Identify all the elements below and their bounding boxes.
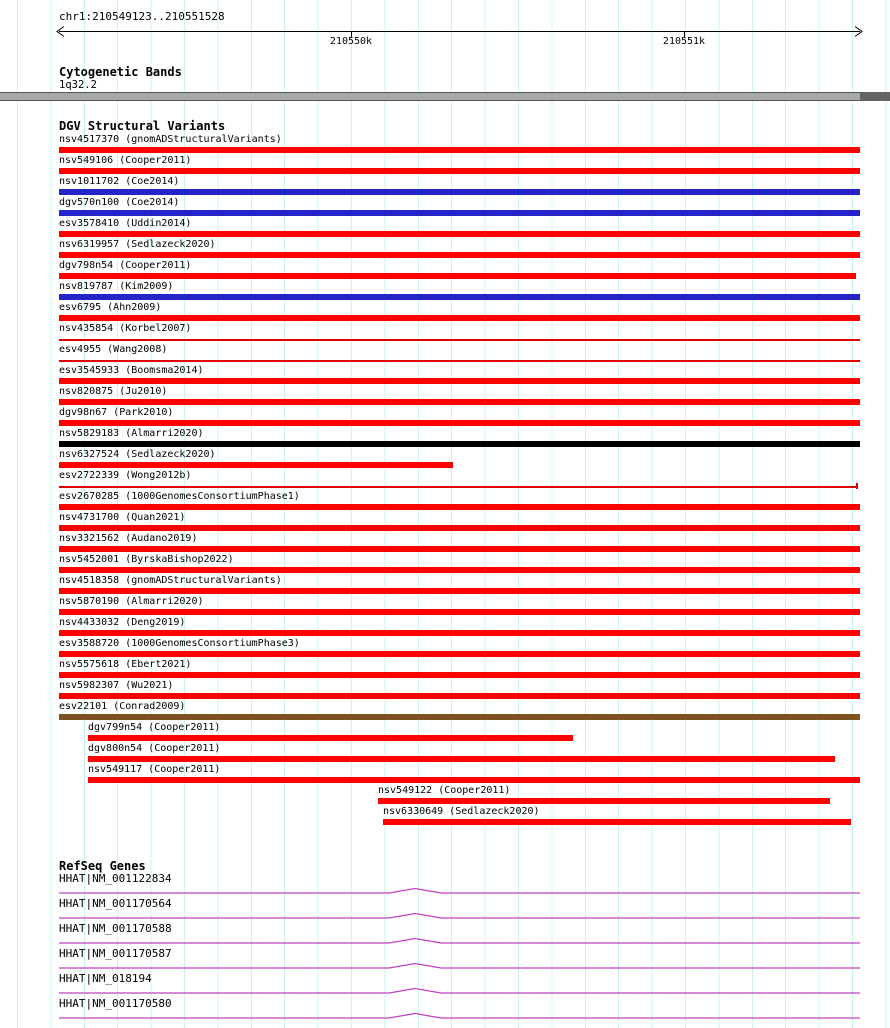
variant-bar[interactable] [59,378,860,384]
variant-bar[interactable] [59,651,860,657]
variant-label[interactable]: dgv800n54 (Cooper2011) [88,743,221,754]
refseq-track-title: RefSeq Genes [59,859,146,873]
variant-label[interactable]: nsv4518358 (gnomADStructuralVariants) [59,575,282,586]
cytoband-bar[interactable] [0,92,890,101]
variant-bar[interactable] [59,294,860,300]
gene-label[interactable]: HHAT|NM_001170564 [59,897,172,910]
variant-label[interactable]: nsv549106 (Cooper2011) [59,155,192,166]
variant-end-tick [856,483,858,489]
variant-bar[interactable] [59,399,860,405]
variant-bar[interactable] [383,819,851,825]
variant-bar[interactable] [59,672,860,678]
variant-bar[interactable] [59,714,860,720]
region-title: chr1:210549123..210551528 [59,10,225,23]
cytogenetic-bands-title: Cytogenetic Bands [59,65,182,79]
variant-label[interactable]: nsv1011702 (Coe2014) [59,176,180,187]
variant-bar[interactable] [59,168,860,174]
ruler-arrow-right-icon [853,25,864,38]
variant-bar[interactable] [59,693,860,699]
variant-bar[interactable] [59,441,860,447]
variant-label[interactable]: nsv5982307 (Wu2021) [59,680,174,691]
variant-label[interactable]: nsv819787 (Kim2009) [59,281,174,292]
variant-label[interactable]: nsv5829183 (Almarri2020) [59,428,204,439]
variant-label[interactable]: esv2670285 (1000GenomesConsortiumPhase1) [59,491,300,502]
variant-bar[interactable] [88,777,860,783]
variant-label[interactable]: nsv6327524 (Sedlazeck2020) [59,449,216,460]
variant-bar[interactable] [59,588,860,594]
variant-bar[interactable] [88,756,835,762]
variant-label[interactable]: nsv5575618 (Ebert2021) [59,659,192,670]
variant-label[interactable]: nsv435854 (Korbel2007) [59,323,192,334]
dgv-track-title: DGV Structural Variants [59,119,226,133]
variant-bar[interactable] [59,231,860,237]
variant-label[interactable]: nsv4731700 (Quan2021) [59,512,186,523]
variant-bar[interactable] [59,210,860,216]
variant-label[interactable]: dgv570n100 (Coe2014) [59,197,180,208]
variant-label[interactable]: nsv820875 (Ju2010) [59,386,168,397]
variant-label[interactable]: esv22101 (Conrad2009) [59,701,186,712]
variant-label[interactable]: dgv798n54 (Cooper2011) [59,260,192,271]
variant-label[interactable]: nsv6330649 (Sedlazeck2020) [383,806,540,817]
variant-label[interactable]: dgv98n67 (Park2010) [59,407,174,418]
gene-transcript-line[interactable] [59,1011,860,1021]
variant-bar[interactable] [59,567,860,573]
gene-transcript-line[interactable] [59,911,860,921]
variant-bar[interactable] [59,609,860,615]
variant-bar[interactable] [59,273,856,279]
variant-bar[interactable] [59,546,860,552]
variant-bar[interactable] [59,339,860,341]
gene-transcript-line[interactable] [59,886,860,896]
variant-bar[interactable] [88,735,573,741]
variant-label[interactable]: nsv549122 (Cooper2011) [378,785,511,796]
variant-label[interactable]: nsv3321562 (Audano2019) [59,533,198,544]
ruler-line [59,31,860,32]
variant-bar[interactable] [59,462,453,468]
variant-label[interactable]: nsv5452001 (ByrskaBishop2022) [59,554,234,565]
variant-bar[interactable] [378,798,830,804]
gene-transcript-line[interactable] [59,986,860,996]
variant-label[interactable]: esv3588720 (1000GenomesConsortiumPhase3) [59,638,300,649]
gene-label[interactable]: HHAT|NM_001170580 [59,997,172,1010]
gene-label[interactable]: HHAT|NM_018194 [59,972,152,985]
variant-bar[interactable] [59,315,860,321]
ruler-tick-label: 210551k [662,36,706,47]
variant-bar[interactable] [59,504,860,510]
variant-bar[interactable] [59,630,860,636]
variant-label[interactable]: nsv549117 (Cooper2011) [88,764,221,775]
variant-bar[interactable] [59,525,860,531]
gene-label[interactable]: HHAT|NM_001170588 [59,922,172,935]
variant-label[interactable]: nsv4433032 (Deng2019) [59,617,186,628]
ruler-tick-label: 210550k [329,36,373,47]
variant-bar[interactable] [59,189,860,195]
gene-label[interactable]: HHAT|NM_001122834 [59,872,172,885]
gene-label[interactable]: HHAT|NM_001170587 [59,947,172,960]
variant-bar[interactable] [59,147,860,153]
variant-label[interactable]: esv3545933 (Boomsma2014) [59,365,204,376]
variant-label[interactable]: nsv6319957 (Sedlazeck2020) [59,239,216,250]
gene-transcript-line[interactable] [59,961,860,971]
variant-bar[interactable] [59,360,860,362]
variant-label[interactable]: dgv799n54 (Cooper2011) [88,722,221,733]
cytoband-bar-end [860,92,890,101]
cytoband-label: 1q32.2 [59,79,97,91]
variant-label[interactable]: nsv4517370 (gnomADStructuralVariants) [59,134,282,145]
variant-label[interactable]: esv3578410 (Uddin2014) [59,218,192,229]
variant-label[interactable]: esv2722339 (Wong2012b) [59,470,192,481]
variant-label[interactable]: esv6795 (Ahn2009) [59,302,162,313]
ruler-arrow-left-icon [55,25,66,38]
variant-bar[interactable] [59,420,860,426]
variant-bar[interactable] [59,252,860,258]
gene-transcript-line[interactable] [59,936,860,946]
variant-label[interactable]: esv4955 (Wang2008) [59,344,168,355]
variant-bar[interactable] [59,486,858,488]
variant-label[interactable]: nsv5870190 (Almarri2020) [59,596,204,607]
